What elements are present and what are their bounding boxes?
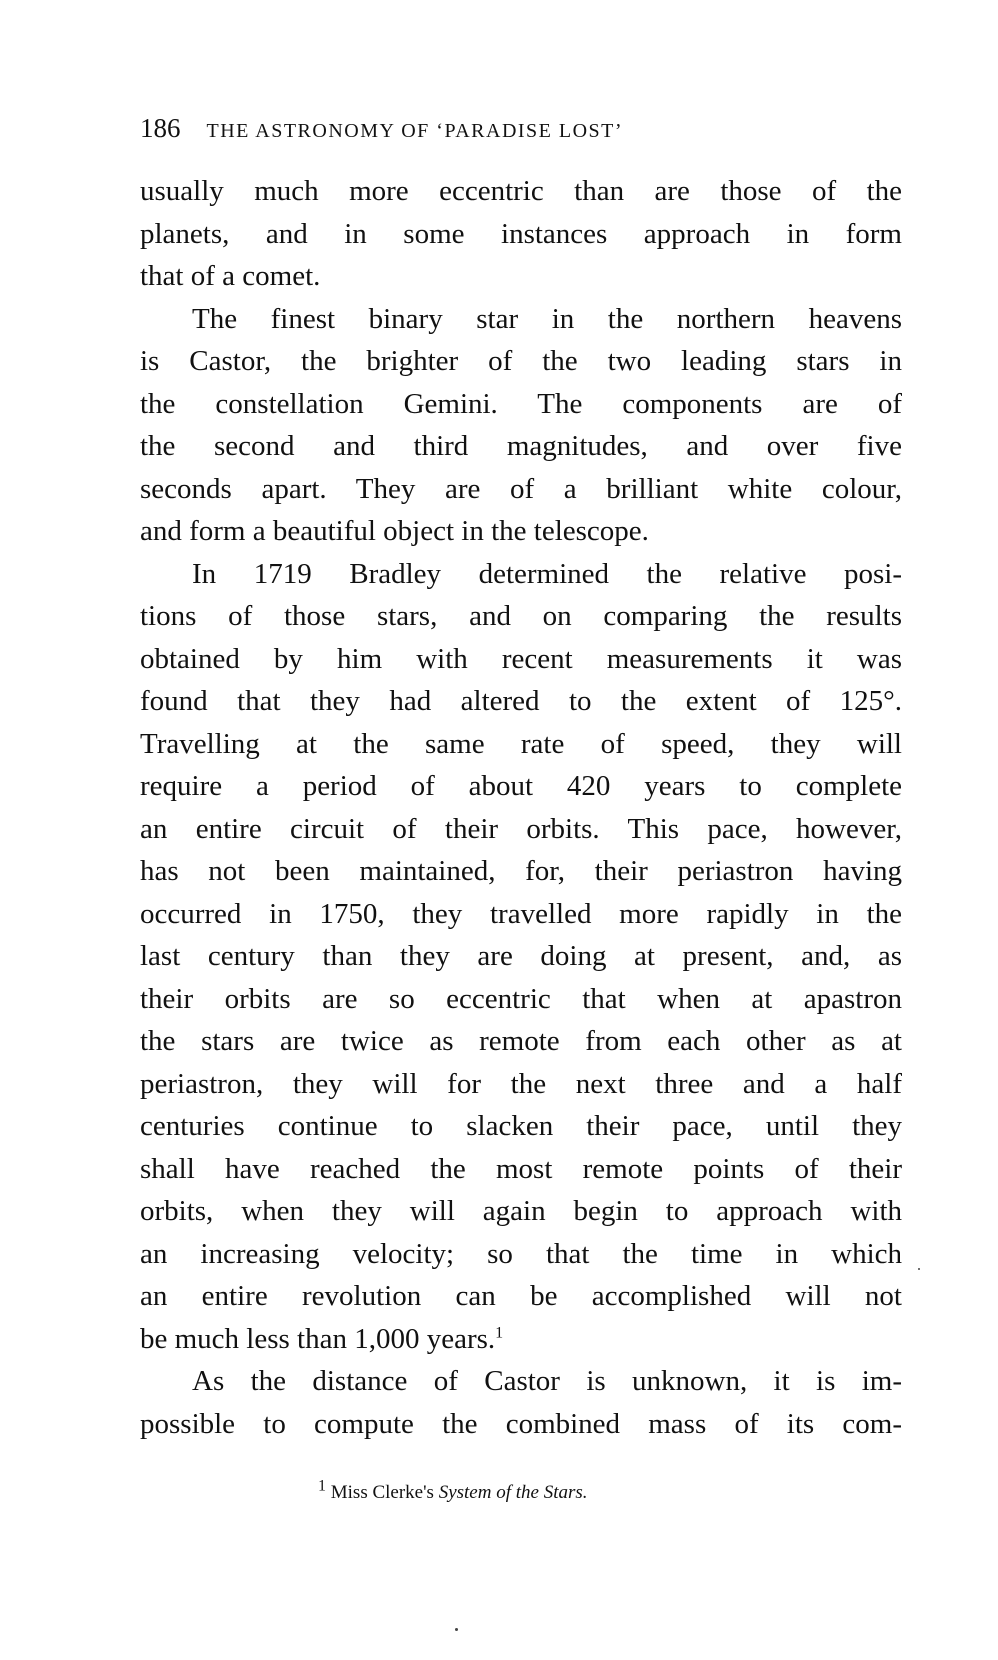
text-line-content: an increasing velocity; so that the time in which	[140, 1237, 902, 1270]
text-line-content: seconds apart. They are of a brilliant white colour,	[140, 472, 902, 505]
text-line	[140, 723, 902, 766]
text-line-content: require a period of about 420 years to complete	[140, 770, 902, 802]
text-line	[140, 595, 902, 638]
text-line	[140, 1190, 902, 1233]
text-line-content: their orbits are so eccentric that when at apastron	[140, 982, 902, 1015]
text-line-content: that of a comet.	[140, 260, 321, 292]
running-title: THE ASTRONOMY OF ‘PARADISE LOST’	[206, 120, 624, 142]
text-line-content: an entire circuit of their orbits. This pace, however,	[140, 812, 902, 845]
text-line-content: usually much more eccentric than are those of the	[140, 175, 902, 207]
text-line	[140, 425, 902, 468]
text-line	[140, 553, 902, 596]
text-line-content: As the distance of Castor is unknown, it is im-	[192, 1365, 902, 1397]
footnote-text: Miss Clerke's	[330, 1482, 439, 1503]
text-line-content: an entire revolution can be accomplished will not	[140, 1280, 902, 1312]
text-line	[140, 1063, 902, 1106]
text-line-content: obtained by him with recent measurements it was	[140, 642, 902, 675]
text-line-content: planets, and in some instances approach in form	[140, 217, 902, 250]
footnote-marker: 1	[318, 1477, 326, 1495]
text-line-content: centuries continue to slacken their pace, until they	[140, 1110, 902, 1142]
text-line-content: and form a beautiful object in the telescope.	[140, 515, 649, 547]
text-line	[140, 170, 902, 213]
text-line-content: the constellation Gemini. The components are of	[140, 387, 902, 420]
text-line-content: the second and third magnitudes, and over five	[140, 430, 902, 462]
text-line	[140, 1403, 902, 1446]
text-line-content: In 1719 Bradley determined the relative posi-	[192, 557, 902, 590]
text-line-content: orbits, when they will again begin to approach with	[140, 1195, 902, 1227]
text-line-content: be much less than 1,000 years.	[140, 1322, 496, 1355]
text-line	[140, 1275, 902, 1318]
text-line-content: found that they had altered to the extent of 125°.	[140, 685, 902, 717]
scan-speck	[918, 1268, 920, 1270]
text-line-content: periastron, they will for the next three and a half	[140, 1067, 902, 1100]
text-line	[140, 1233, 902, 1276]
scan-speck	[455, 1628, 458, 1631]
text-line	[140, 935, 902, 978]
text-line	[140, 1020, 902, 1063]
text-line-content: The finest binary star in the northern heavens	[192, 302, 902, 335]
text-line	[140, 383, 902, 426]
footnote	[318, 1478, 588, 1508]
text-line-content: Travelling at the same rate of speed, they will	[140, 727, 902, 760]
text-line	[140, 213, 902, 256]
running-header	[140, 108, 900, 148]
text-line-content: is Castor, the brighter of the two leading stars in	[140, 345, 902, 377]
text-line	[140, 808, 902, 851]
text-line	[140, 1318, 902, 1361]
text-line	[140, 978, 902, 1021]
text-line-content: occurred in 1750, they travelled more rapidly in the	[140, 897, 902, 930]
text-line	[140, 510, 902, 553]
text-line	[140, 1148, 902, 1191]
text-line	[140, 298, 902, 341]
text-line-content: shall have reached the most remote points of their	[140, 1152, 902, 1185]
text-line	[140, 340, 902, 383]
text-line	[140, 638, 902, 681]
text-line	[140, 255, 902, 298]
text-line	[140, 850, 902, 893]
text-line-content: has not been maintained, for, their periastron having	[140, 855, 902, 887]
footnote-reference: 1	[495, 1323, 504, 1341]
text-line-content: tions of those stars, and on comparing the results	[140, 600, 902, 632]
page-body-text	[140, 170, 902, 1445]
text-line-content: possible to compute the combined mass of its com-	[140, 1407, 902, 1440]
text-line-content: last century than they are doing at present, and, as	[140, 940, 902, 972]
text-line-content: the stars are twice as remote from each other as at	[140, 1025, 902, 1057]
footnote-italic-title: System of the Stars.	[438, 1482, 588, 1503]
text-line	[140, 468, 902, 511]
text-line	[140, 893, 902, 936]
text-line	[140, 680, 902, 723]
text-line	[140, 1360, 902, 1403]
text-line	[140, 1105, 902, 1148]
text-line	[140, 765, 902, 808]
page-number: 186	[140, 113, 181, 143]
